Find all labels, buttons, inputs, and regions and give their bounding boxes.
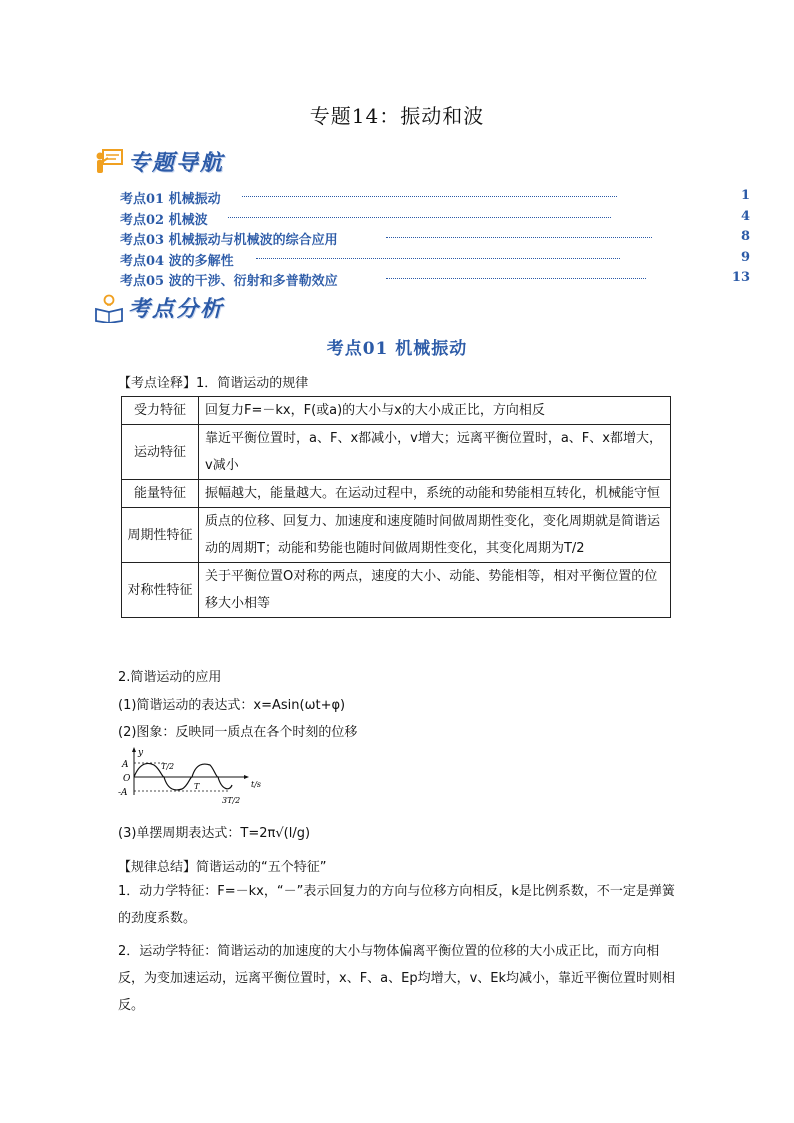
- application-title: 2.简谐运动的应用: [118, 670, 222, 685]
- section-heading: 考点01 机械振动: [326, 339, 468, 359]
- summary-text: 简谐运动的“五个特征”: [196, 860, 327, 875]
- analysis-banner-label: 考点分析: [128, 297, 225, 322]
- summary-item: 1．动力学特征：F=－kx，“－”表示回复力的方向与位移方向相反，k是比例系数，不一定是弹簧的劲度系数。: [118, 884, 675, 926]
- toc-item-label: 考点01 机械振动: [120, 192, 221, 207]
- period-label: T: [194, 782, 200, 791]
- toc-leader-dots: [256, 258, 620, 259]
- tick-neg-a-label: -A: [118, 788, 128, 798]
- nav-banner-label: 专题导航: [128, 151, 225, 176]
- toc-item[interactable]: [120, 186, 750, 207]
- half-period-label: T/2: [161, 762, 175, 771]
- table-key: 受力特征: [122, 397, 199, 425]
- toc-item-page: 13: [731, 270, 750, 286]
- analysis-banner: [94, 292, 224, 323]
- toc-item-label: 考点03 机械振动与机械波的综合应用: [120, 233, 338, 249]
- toc-item-label: 考点05 波的干涉、衍射和多普勒效应: [120, 274, 338, 290]
- table-key: 运动特征: [122, 425, 199, 480]
- y-axis-arrow: [132, 747, 136, 752]
- interpretation-line: [118, 372, 308, 391]
- book-icon: [94, 293, 124, 323]
- table-value: 振幅越大，能量越大。在运动过程中，系统的动能和势能相互转化，机械能守恒: [199, 480, 671, 508]
- teacher-icon: [94, 147, 124, 177]
- table-value: 回复力F=－kx，F(或a)的大小与x的大小成正比，方向相反: [199, 397, 671, 425]
- toc-item-page: 8: [740, 229, 750, 245]
- toc-item-label: 考点04 波的多解性: [120, 253, 234, 269]
- toc-item[interactable]: [120, 207, 750, 228]
- summary-item: 2．运动学特征：简谐运动的加速度的大小与物体偏离平衡位置的位移的大小成正比，而方向相反，为变加速运动，远离平衡位置时，x、F、a、Ep均增大，v、Ek均减小，靠近平衡位置时则相反。: [118, 944, 676, 1013]
- interpretation-tag: 【考点诠释】: [118, 376, 197, 391]
- toc-leader-dots: [228, 217, 611, 218]
- toc-item-page: 1: [740, 188, 750, 203]
- table-key: 能量特征: [122, 480, 199, 508]
- toc-leader-dots: [242, 196, 617, 197]
- table-row: [122, 480, 671, 508]
- three-half-period-label: 3T/2: [222, 796, 241, 805]
- y-axis-label: y: [138, 748, 144, 758]
- table-row: [122, 508, 671, 563]
- toc-item-label: 考点02 机械波: [120, 212, 208, 228]
- toc-item[interactable]: [120, 248, 750, 269]
- t-axis-label: t/s: [251, 780, 262, 789]
- table-value: 关于平衡位置O对称的两点，速度的大小、动能、势能相等，相对平衡位置的位移大小相等: [199, 563, 671, 618]
- t-axis-arrow: [244, 775, 249, 779]
- origin-label: O: [123, 774, 131, 784]
- pendulum-formula: (3)单摆周期表达式：T=2π√(l/g): [118, 826, 311, 841]
- table-value: 靠近平衡位置时，a、F、x都减小，v增大；远离平衡位置时，a、F、x都增大，v减小: [199, 425, 671, 480]
- summary-tag: 【规律总结】: [118, 860, 197, 875]
- nav-banner: [94, 146, 224, 177]
- harmonic-motion-table: [121, 396, 671, 618]
- tick-a-label: A: [122, 760, 129, 770]
- summary-line: [118, 856, 327, 875]
- table-row: [122, 425, 671, 480]
- table-value: 质点的位移、回复力、加速度和速度随时间做周期性变化，变化周期就是简谐运动的周期T；动能和势能也随时间做周期性变化，其变化周期为T/2: [199, 508, 671, 563]
- toc-item-page: 9: [740, 249, 750, 265]
- toc-item[interactable]: [120, 227, 750, 248]
- table-key: 对称性特征: [122, 563, 199, 618]
- toc-item[interactable]: [120, 268, 750, 289]
- table-row: [122, 397, 671, 425]
- toc-item-page: 4: [740, 208, 750, 224]
- page-title: 专题14：振动和波: [309, 104, 485, 128]
- toc-leader-dots: [386, 237, 652, 238]
- table-row: [122, 563, 671, 618]
- expression-line: (1)简谐运动的表达式：x=Asin(ωt+φ): [118, 698, 346, 713]
- graph-caption: (2)图象：反映同一质点在各个时刻的位移: [118, 725, 358, 740]
- displacement-time-graph: [118, 745, 288, 805]
- toc-leader-dots: [386, 278, 646, 279]
- interpretation-text: 1．简谐运动的规律: [196, 376, 309, 391]
- table-of-contents: [120, 186, 750, 289]
- table-key: 周期性特征: [122, 508, 199, 563]
